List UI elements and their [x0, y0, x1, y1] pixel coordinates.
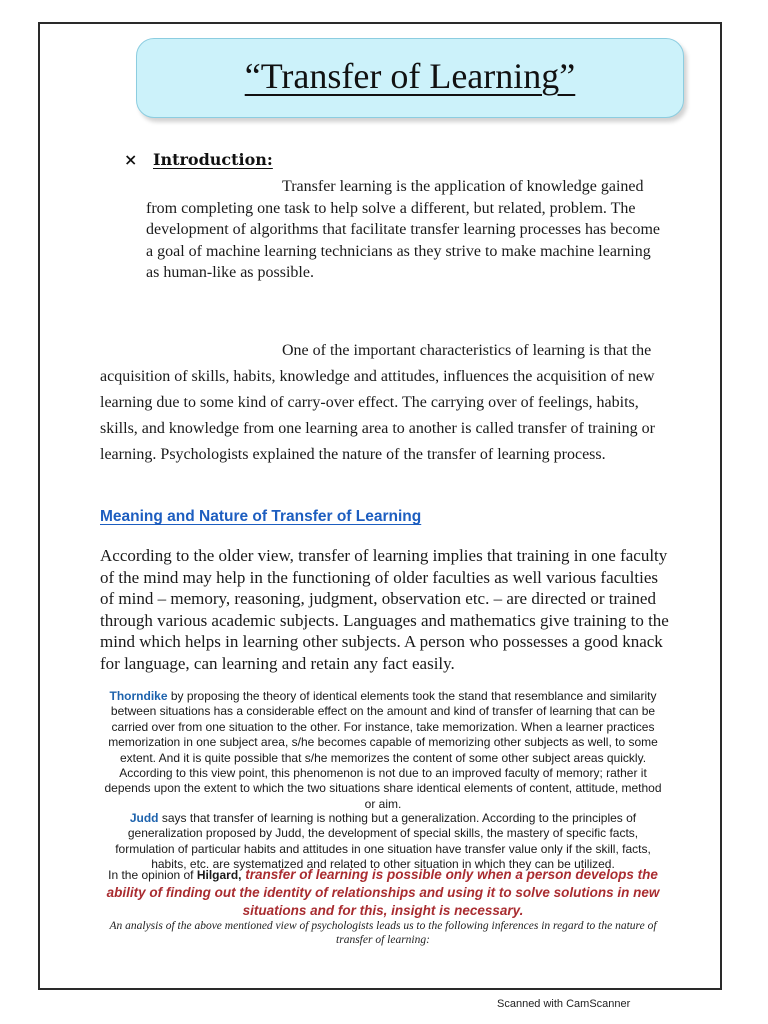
hilgard-paragraph — [98, 866, 668, 920]
thorndike-paragraph — [98, 689, 668, 812]
cross-bullet-icon: × — [124, 150, 138, 169]
judd-paragraph — [98, 811, 668, 873]
hilgard-quote: transfer of learning is possible only when a person develops the ability of finding out the identity of relationships and using it to solve solutions in new situations and for this, insight is necessary. — [106, 867, 660, 918]
intro-paragraph: Transfer learning is the application of knowledge gained from completing one task to help solve a different, but related, problem. The development of algorithms that facilitate transfer learning processes has become a goal of machine learning technicians as they strive to make machine learning as human-like as possible. — [146, 178, 661, 281]
thorndike-name: Thorndike — [109, 689, 168, 703]
intro-heading — [124, 150, 273, 169]
judd-text: says that transfer of learning is nothing but a generalization. According to the principles of generalization proposed by Judd, the development of special skills, the mastery of specific facts, formulation of particular habits and attitudes in one situation have transfer value only if the skill, facts, habits, etc. are systematized and related to other situation in which they can be utilized. — [115, 811, 651, 872]
section-heading: Meaning and Nature of Transfer of Learning — [100, 508, 422, 525]
judd-name: Judd — [129, 811, 159, 825]
intro-heading-label: Introduction: — [152, 150, 273, 169]
title-banner — [136, 38, 684, 118]
characteristics-paragraph: One of the important characteristics of learning is that the acquisition of skills, habits, knowledge and attitudes, influences the acquisition of new learning due to some kind of carry-over effect. The carrying over of feelings, habits, skills, and knowledge from one learning area to another is called transfer of training or learning. Psychologists explained the nature of the transfer of learning process. — [100, 342, 655, 463]
page-title: “Transfer of Learning” — [244, 56, 576, 96]
thorndike-text: by proposing the theory of identical elements took the stand that resemblance and similarity between situations has a considerable effect on the amount and kind of transfer of learning that can be carried over from one situation to the other. For instance, take memorization. When a learner practices memorization in one subject area, s/he becomes capable of memorizing other subjects as well, to some extent. And it is quite possible that s/he memorizes the content of some other subject areas quickly. According to this view point, this phenomenon is not due to an improved faculty of memory; rather it depends upon the extent to which the two situations share identical elements of content, attitude, method or aim. — [104, 689, 662, 811]
hilgard-name: Hilgard, — [196, 868, 242, 882]
hilgard-prefix: In the opinion of — [108, 868, 197, 882]
closing-paragraph: An analysis of the above mentioned view of psychologists leads us to the following inferences in regard to the nature of transfer of learning: — [109, 920, 657, 946]
scanner-footer: Scanned with CamScanner — [497, 998, 631, 1010]
older-view-paragraph: According to the older view, transfer of learning implies that training in one faculty of the mind may help in the functioning of older faculties as well various faculties of mind – memory, reasoning, judgment, observation etc. – are directed or trained through various academic subjects. Languages and mathematics give training to the mind which helps in learning other subjects. A person who possesses a good knack for language, can learning and retain any fact easily. — [100, 546, 669, 673]
